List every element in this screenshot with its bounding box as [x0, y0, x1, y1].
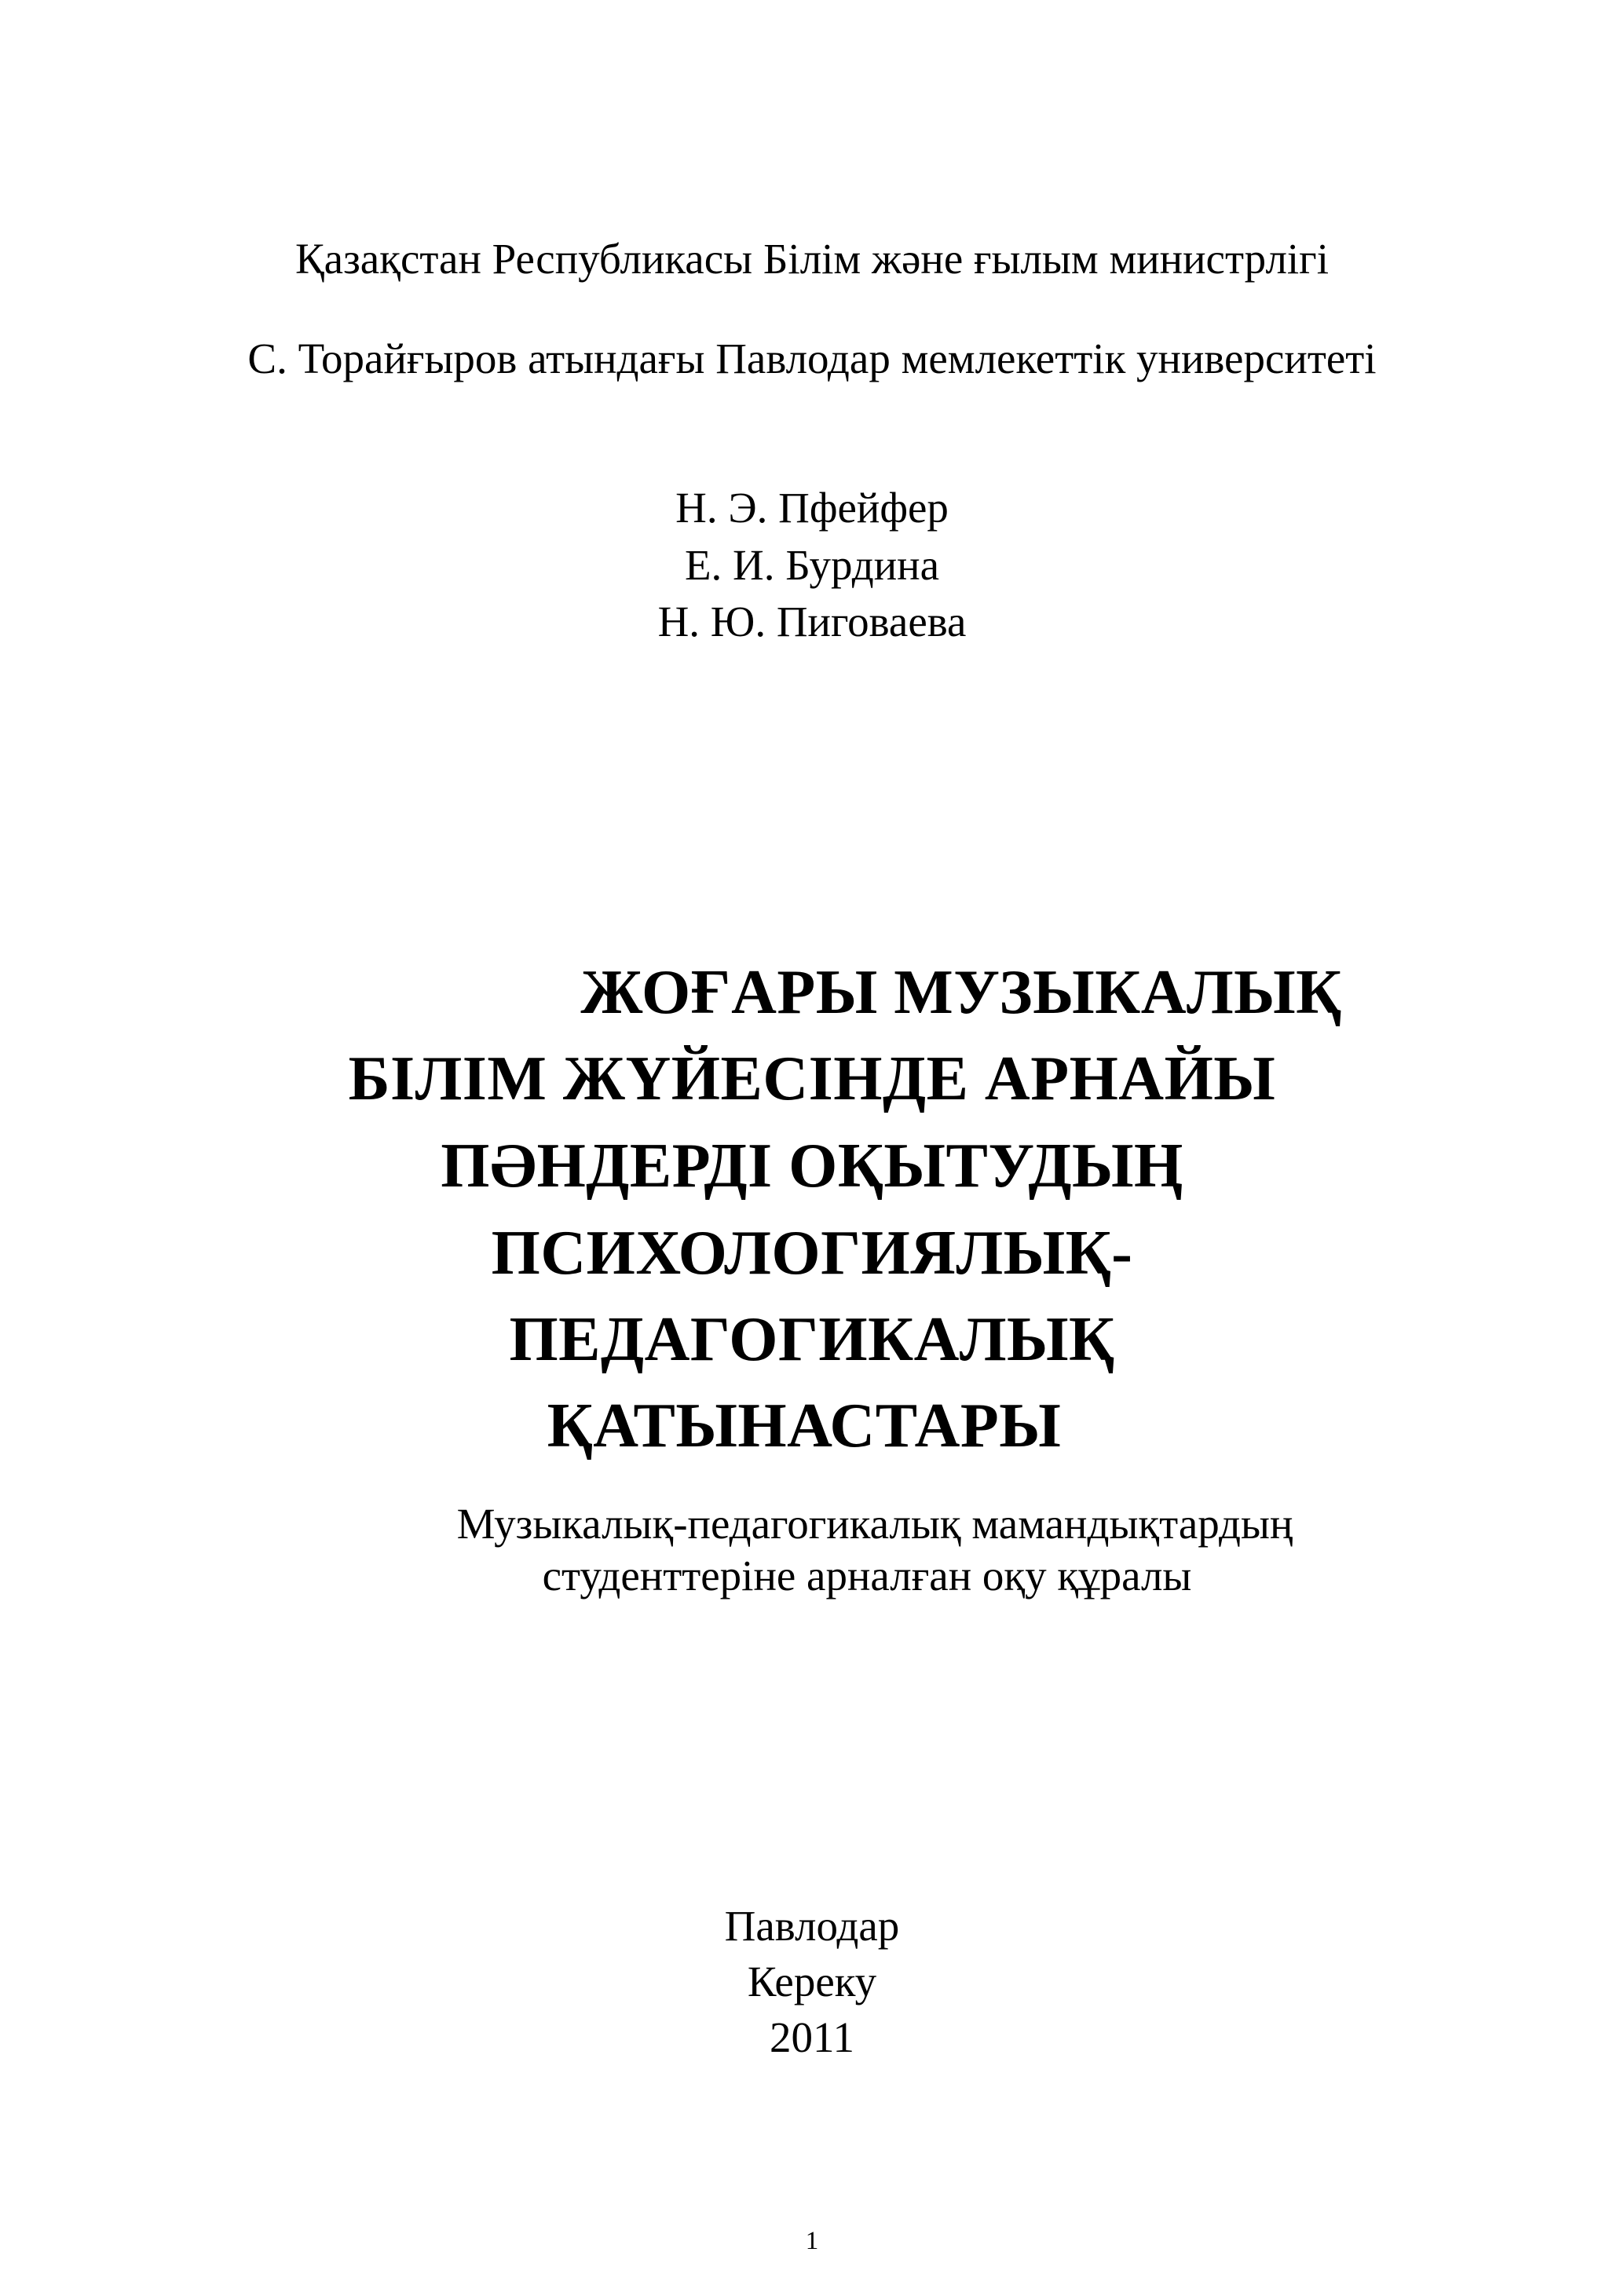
- title-line: БІЛІМ ЖҮЙЕСІНДЕ АРНАЙЫ: [348, 1044, 1276, 1113]
- author-name: Н. Э. Пфейфер: [675, 484, 949, 532]
- imprint-year: 2011: [770, 2013, 854, 2061]
- page-number: 1: [805, 2227, 819, 2255]
- title-line: ПСИХОЛОГИЯЛЫҚ-: [491, 1219, 1133, 1288]
- author-name: Е. И. Бурдина: [684, 541, 940, 589]
- title-line: ПӘНДЕРДІ ОҚЫТУДЫҢ: [441, 1132, 1183, 1201]
- author-name: Н. Ю. Пиговаева: [657, 598, 967, 645]
- title-line: ЖОҒАРЫ МУЗЫКАЛЫҚ: [580, 958, 1342, 1027]
- title-line: ҚАТЫНАСТАРЫ: [547, 1391, 1062, 1461]
- imprint-city: Павлодар: [724, 1902, 900, 1950]
- imprint-publisher: Кереку: [747, 1958, 877, 2005]
- subtitle-line: Музыкалық-педагогикалық мамандықтардың: [456, 1500, 1293, 1548]
- title-line: ПЕДАГОГИКАЛЫҚ: [509, 1305, 1115, 1374]
- university-heading: С. Торайғыров атындағы Павлодар мемлекеттік университеті: [247, 335, 1377, 382]
- ministry-heading: Қазақстан Республикасы Білім және ғылым министрлігі: [294, 235, 1330, 283]
- subtitle-line: студенттеріне арналған оқу құралы: [542, 1552, 1192, 1600]
